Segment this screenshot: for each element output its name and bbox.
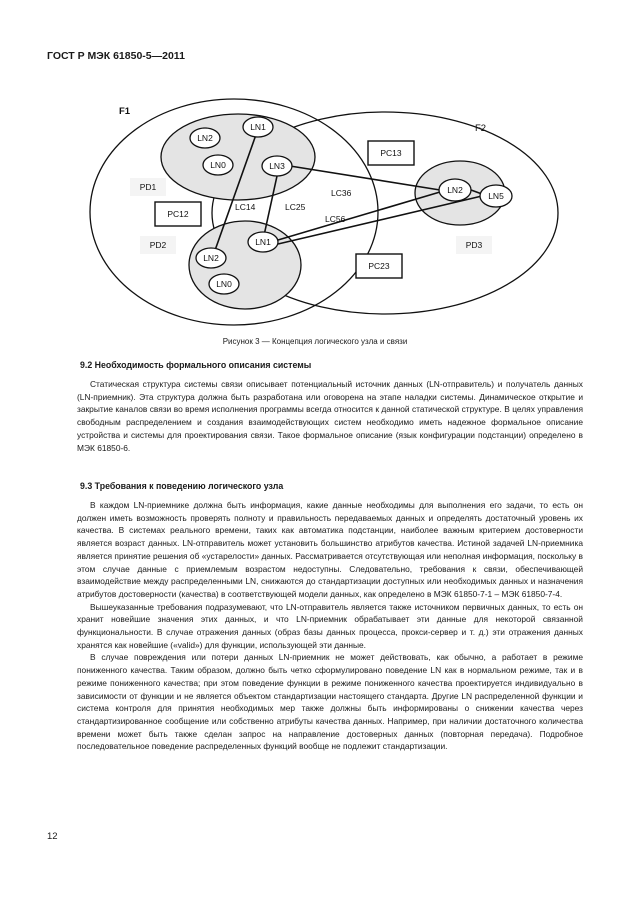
section-9-3-paragraph-1: В каждом LN-приемнике должна быть информация, какие данные необходимы для выполнения его задачи, то есть он должен иметь возможность проверять полноту и правильность передаваемых данных и определять достаточный уровень их качества. В системах реального времени, таких как автоматика подстанции, наиболее важным критерием достоверности является возраст данных. LN-отправитель может установить большинство атрибутов качества. Истиной задачей LN-приемника является принятие решения об «устарелости» данных. Рассматривается отсутствующая или неполная информация, поскольку в этом случае данные с приемлемым возрастом недоступны. Следовательно, требования к связи, обеспечивающей взаимодействие между распределенными LN, снижаются до стандартизации доступных или необходимых данных и назначения атрибутов достоверности (качества) в соответствующей модели данных, как определено в МЭК 61850-7-1 – МЭК 61850-7-4. xyxy=(77,500,583,599)
label-f1: F1 xyxy=(119,106,131,117)
label-ln1-bottom: LN1 xyxy=(255,237,271,247)
page-number: 12 xyxy=(47,831,58,842)
label-ln0-bottom: LN0 xyxy=(216,279,232,289)
document-header: ГОСТ Р МЭК 61850-5—2011 xyxy=(47,50,185,62)
figure-caption: Рисунок 3 — Концепция логического узла и связи xyxy=(222,337,408,346)
label-f2: F2 xyxy=(475,123,487,134)
logical-node-figure xyxy=(0,0,630,340)
label-pc13: PC13 xyxy=(380,148,402,158)
link-ln3-ln2-right xyxy=(290,166,440,190)
section-9-2-body xyxy=(77,378,583,454)
label-pd3: PD3 xyxy=(465,240,483,250)
label-lc36: LC36 xyxy=(331,188,352,198)
label-pc12: PC12 xyxy=(167,209,189,219)
section-9-3-body xyxy=(77,499,583,753)
section-9-3-paragraph-2: Вышеуказанные требования подразумевают, что LN-отправитель является также источником первичных данных, то есть он хранит новейшие значения этих данных, и что LN-приемник обрабатывает эти данные для некоторой связанной функциональности. В случае отражения данных (образ базы данных процесса, прокси-сервер и т. д.) эти отражения данных хранятся как новейшие («valid») для функции, использующей эти данные. xyxy=(77,601,583,650)
label-pd1: PD1 xyxy=(139,182,157,192)
label-lc14: LC14 xyxy=(235,202,256,212)
label-ln2-bottom: LN2 xyxy=(203,253,219,263)
section-9-3-paragraph-3: В случае повреждения или потери данных LN-приемник не может действовать, как обычно, а работает в режиме пониженного качества. Таким образом, должно быть четко сформулировано поведение LN как в нормальном режиме, так и в режиме пониженного качества; при этом поведение функции в режиме пониженного качества проектируется индивидуально в зависимости от функции и не является объектом стандартизации настоящего стандарта. Другие LN распределенной функции и система контроля для принятия необходимых мер также должны быть информированы о снижении качества через стандартизированное сообщение или собственно атрибуты качества данных. Например, при наличии достаточного количества времени может быть также сделан запрос на направление достоверных данных (повторная передача). Подробное последовательное поведение распределенных функций вообще не подлежит стандартизации. xyxy=(77,652,583,752)
label-lc56: LC56 xyxy=(325,214,346,224)
section-9-2-paragraph: Статическая структура системы связи описывает потенциальный источник данных (LN-отправитель) и получатель данных (LN-приемник). Эта структура должна быть разработана или оговорена на этапе наладки системы. Динамическое открытие и закрытие каналов связи во время исполнения программы всегда относится к данной статической структуре. В целях управления свободным распределением и создания взаимодействующих систем необходимо иметь надежное формальное описание устройства и системы для проектирования связи. Такое формальное описание (язык конфигурации подстанции) определено в МЭК 61850-6. xyxy=(77,379,583,453)
label-pc23: PC23 xyxy=(368,261,390,271)
label-ln2-top: LN2 xyxy=(197,133,213,143)
label-pd2: PD2 xyxy=(149,240,167,250)
label-lc25: LC25 xyxy=(285,202,306,212)
label-ln3: LN3 xyxy=(269,161,285,171)
label-ln1-top: LN1 xyxy=(250,122,266,132)
label-ln2-right: LN2 xyxy=(447,185,463,195)
label-ln5: LN5 xyxy=(488,191,504,201)
section-9-2-heading: 9.2 Необходимость формального описания системы xyxy=(80,360,312,370)
label-ln0-top: LN0 xyxy=(210,160,226,170)
link-ln1-ln2-right xyxy=(278,192,440,240)
section-9-3-heading: 9.3 Требования к поведению логического узла xyxy=(80,481,284,491)
figure-diagram xyxy=(0,0,630,335)
